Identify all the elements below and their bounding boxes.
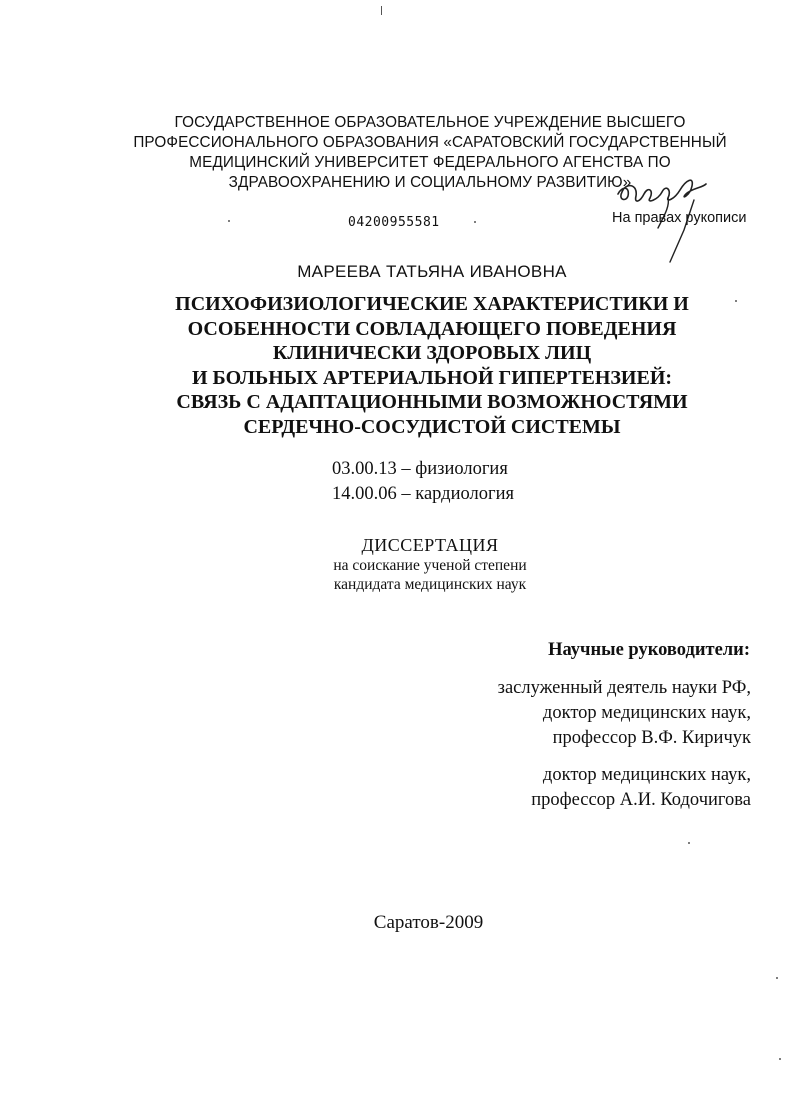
specialty-line: 14.00.06 – кардиология [332,483,514,504]
supervisor-kodochigova [531,763,751,813]
specialty-codes [332,457,514,506]
institution-line: ЗДРАВООХРАНЕНИЮ И СОЦИАЛЬНОМУ РАЗВИТИЮ» [228,174,632,191]
title-line: ОСОБЕННОСТИ СОВЛАДАЮЩЕГО ПОВЕДЕНИЯ [187,317,677,340]
scan-speck [735,300,737,302]
supervisor-line: доктор медицинских наук, [542,703,751,723]
title-line: КЛИНИЧЕСКИ ЗДОРОВЫХ ЛИЦ [272,342,592,364]
dissertation-block [250,534,610,594]
dissertation-title [120,292,744,439]
title-line: СЕРДЕЧНО-СОСУДИСТОЙ СИСТЕМЫ [243,415,621,438]
title-line: И БОЛЬНЫХ АРТЕРИАЛЬНОЙ ГИПЕРТЕНЗИЕЙ: [191,366,673,389]
scan-speck [474,221,476,223]
degree-line: кандидата медицинских наук [333,576,527,593]
supervisors-heading: Научные руководители: [548,640,750,660]
specialty-line: 03.00.13 – физиология [332,459,508,479]
title-line: ПСИХОФИЗИОЛОГИЧЕСКИЕ ХАРАКТЕРИСТИКИ И [175,293,689,315]
supervisor-line: заслуженный деятель науки РФ, [497,678,751,698]
supervisor-line: доктор медицинских наук, [542,765,751,785]
institution-line: ПРОФЕССИОНАЛЬНОГО ОБРАЗОВАНИЯ «САРАТОВСКИЙ ГОСУДАРСТВЕННЫЙ [133,134,727,151]
supervisor-line: профессор А.И. Кодочигова [531,790,751,810]
supervisor-kirichuk [498,676,751,751]
scan-speck [228,220,230,222]
title-line: СВЯЗЬ С АДАПТАЦИОННЫМИ ВОЗМОЖНОСТЯМИ [176,391,688,413]
supervisor-line: профессор В.Ф. Киричук [552,728,751,748]
scan-speck [779,1058,781,1060]
dissertation-heading: ДИССЕРТАЦИЯ [361,535,499,555]
institution-line: ГОСУДАРСТВЕННОЕ ОБРАЗОВАТЕЛЬНОЕ УЧРЕЖДЕНИЕ ВЫСШЕГО [174,114,686,131]
scan-speck [776,977,778,979]
institution-line: МЕДИЦИНСКИЙ УНИВЕРСИТЕТ ФЕДЕРАЛЬНОГО АГЕНСТВА ПО [189,154,671,171]
degree-line: на соискание ученой степени [333,557,527,574]
document-number: 04200955581 [348,215,440,230]
scan-speck [381,6,382,15]
city-year: Саратов-2009 [373,912,484,933]
scan-speck [688,842,690,844]
manuscript-note: На правах рукописи [612,210,747,226]
author-name: МАРЕЕВА ТАТЬЯНА ИВАНОВНА [297,262,567,281]
